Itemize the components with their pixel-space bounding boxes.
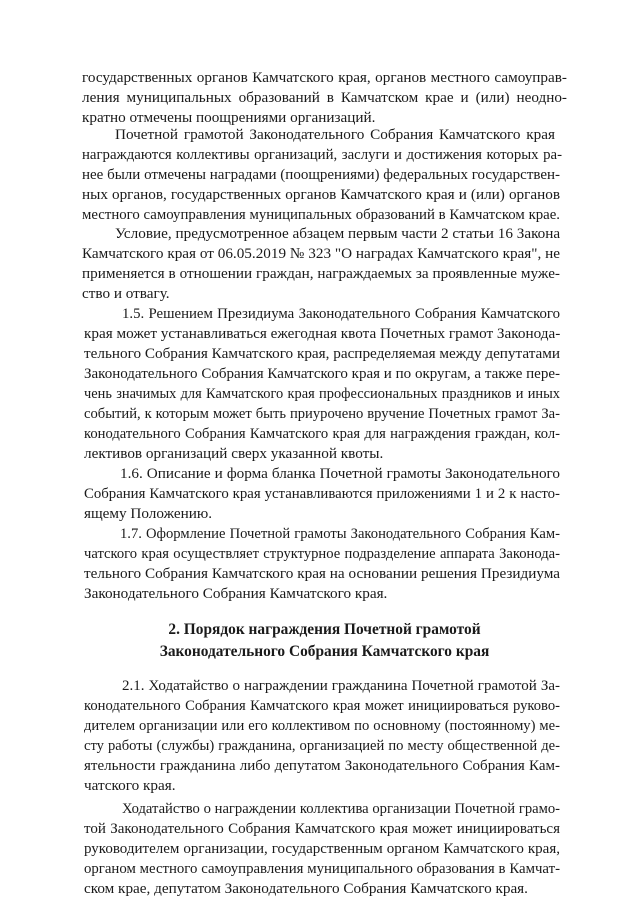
text-line: 2.1. Ходатайство о награждении гражданина Почетной грамотой За- xyxy=(122,678,560,694)
text-line: руководителем организации, государственным органом Камчатского края, xyxy=(84,841,560,857)
text-line: конодательного Собрания Камчатского края может инициироваться руково- xyxy=(84,698,560,714)
text-line: ных органов, государственных органов Камчатского края и (или) органов xyxy=(82,186,560,203)
text-line: нее были отмечены наградами (поощрениями) федеральных государствен- xyxy=(82,167,561,183)
text-line: тельного Собрания Камчатского края, распределяемая между депутатами xyxy=(84,345,561,362)
text-line: сту работы (службы) гражданина, организацией по месту общественной де- xyxy=(84,738,560,754)
text-line: той Законодательного Собрания Камчатского края может инициироваться xyxy=(84,821,560,837)
text-line: 1.6. Описание и форма бланка Почетной грамоты Законодательного xyxy=(120,465,560,482)
text-line: ство и отвагу. xyxy=(82,285,170,302)
text-line: Законодательного Собрания Камчатского края. xyxy=(84,585,388,602)
text-line: событий, к которым может быть приурочено вручение Почетных грамот За- xyxy=(84,406,560,422)
text-line: Ходатайство о награждении коллектива организации Почетной грамо- xyxy=(122,801,560,817)
text-line: Законодательного Собрания Камчатского края и по округам, а также пере- xyxy=(84,366,560,382)
text-line: ятельности гражданина либо депутатом Законодательного Собрания Кам- xyxy=(84,758,560,774)
text-line: 1.7. Оформление Почетной грамоты Законодательного Собрания Кам- xyxy=(120,526,560,542)
text-line: Условие, предусмотренное абзацем первым части 2 статьи 16 Закона xyxy=(115,225,561,242)
text-line: чатского края. xyxy=(84,777,176,794)
text-line: государственных органов Камчатского края, органов местного самоуправ- xyxy=(82,69,567,86)
text-line: органом местного самоуправления муниципального образования в Камчат- xyxy=(84,861,560,877)
text-line: конодательного Собрания Камчатского края для награждения граждан, кол- xyxy=(84,426,560,442)
text-line: награждаются коллективы организаций, заслуги и достижения которых ра- xyxy=(82,147,562,163)
text-line: чатского края осуществляет структурное подразделение аппарата Законода- xyxy=(84,546,560,562)
text-line: ления муниципальных образований в Камчатском крае и (или) неодно- xyxy=(82,89,567,106)
text-line: Собрания Камчатского края устанавливаются приложениями 1 и 2 к насто- xyxy=(84,486,560,502)
text-line: чень значимых для Камчатского края профессиональных праздников и иных xyxy=(84,386,560,402)
text-line: края может устанавливаться ежегодная квота Почетных грамот Законода- xyxy=(84,325,561,342)
text-line: лективов организаций сверх указанной квоты. xyxy=(84,445,384,462)
text-line: Камчатского края от 06.05.2019 № 323 "О наградах Камчатского края", не xyxy=(82,245,560,262)
section-heading-line: 2. Порядок награждения Почетной грамотой xyxy=(168,621,481,638)
section-heading-line: Законодательного Собрания Камчатского края xyxy=(159,643,490,660)
text-line: дителем организации или его коллективом по основному (постоянному) ме- xyxy=(84,718,560,734)
text-line: применяется в отношении граждан, награждаемых за проявленные муже- xyxy=(82,265,560,282)
text-line: тельного Собрания Камчатского края на основании решения Президиума xyxy=(84,565,560,582)
text-line: местного самоуправления муниципальных образований в Камчатском крае. xyxy=(82,207,560,223)
text-line: Почетной грамотой Законодательного Собрания Камчатского края xyxy=(115,126,555,143)
text-line: 1.5. Решением Президиума Законодательного Собрания Камчатского xyxy=(122,306,560,322)
text-line: ском крае, депутатом Законодательного Собрания Камчатского края. xyxy=(84,880,528,897)
text-line: кратно отмечены поощрениями организаций. xyxy=(82,109,376,126)
text-line: ящему Положению. xyxy=(84,505,213,522)
